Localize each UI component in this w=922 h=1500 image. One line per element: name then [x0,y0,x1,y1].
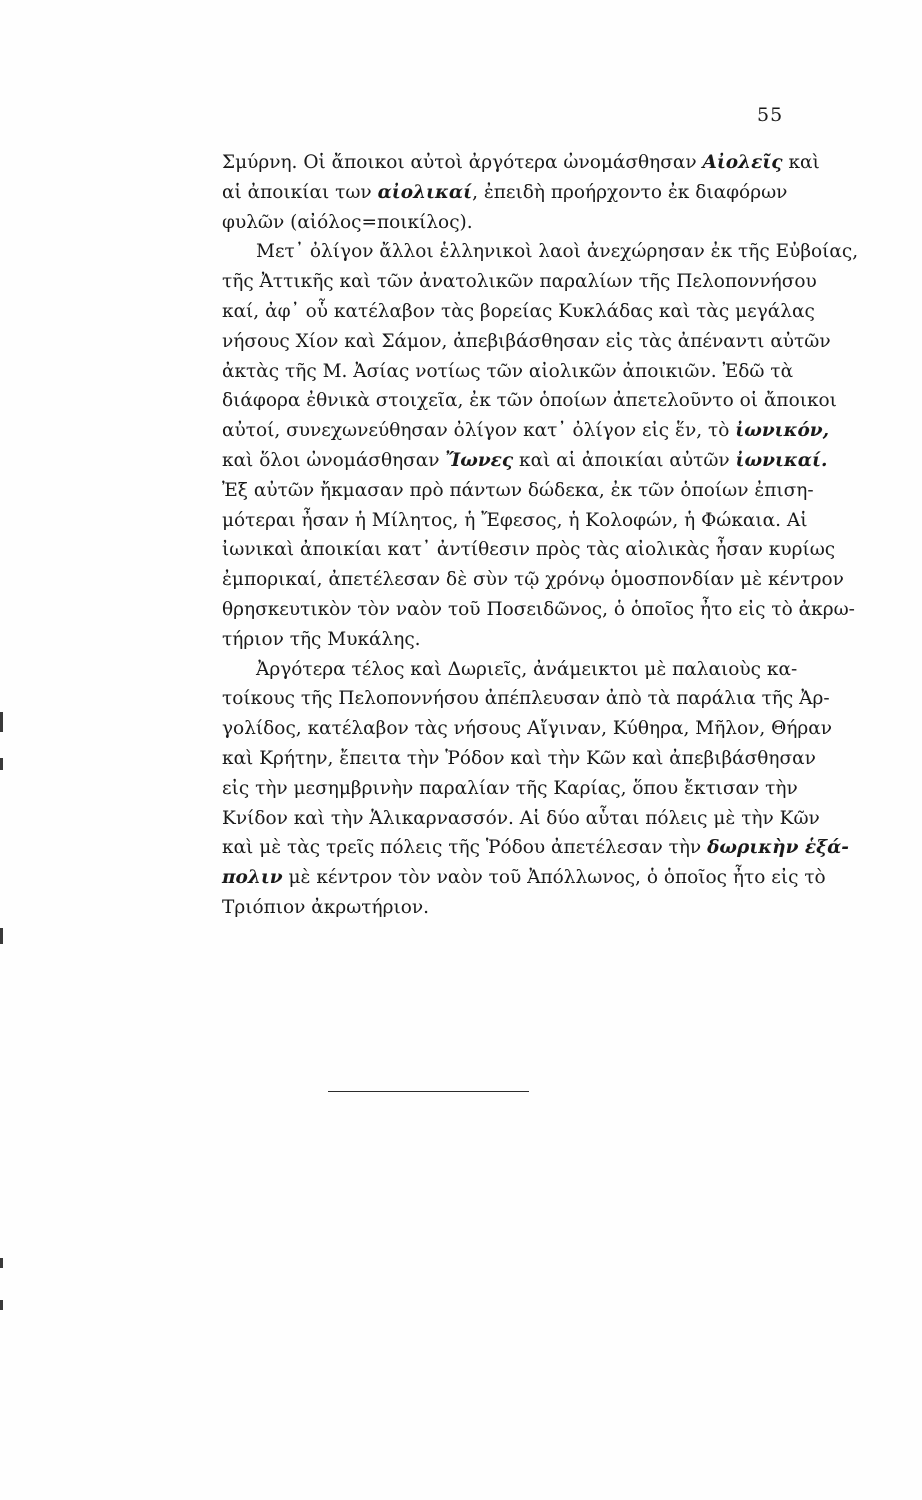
text-segment: καὶ αἱ ἀποικίαι αὐτῶν [513,449,736,471]
text-segment: Σμύρνη. Οἱ ἄποικοι αὐτοὶ ἀργότερα ὠνομάσθησαν [222,152,703,173]
text-segment: καὶ ὅλοι ὠνομάσθησαν [222,449,446,471]
paragraph [222,655,849,923]
text-line [222,178,788,208]
text-line [222,446,828,476]
binding-edge-mark [0,758,3,770]
text-line [222,535,836,565]
binding-edge-mark [0,1300,3,1310]
text-segment: Μετ᾿ ὀλίγον ἄλλοι ἑλληνικοὶ λαοὶ ἀνεχώρησαν ἐκ τῆς Εὐβοίας, [256,241,859,263]
text-line [222,833,849,863]
text-segment: ἰωνικαὶ ἀποικίαι κατ᾿ ἀντίθεσιν πρὸς τὰς αἰολικὰς ἦσαν κυρίως [222,539,836,561]
emphasized-term: ἰωνικόν, [735,420,830,442]
page-number: 55 [757,104,784,126]
text-line [222,804,820,834]
text-segment: νήσους Χίον καὶ Σάμον, ἀπεβιβάσθησαν εἰς τὰς ἀπέναντι αὐτῶν [222,330,831,352]
emphasized-term: Ἴωνες [445,449,514,471]
binding-edge-mark [0,712,3,732]
paragraph [222,237,859,654]
text-segment: ἐμπορικαί, ἀπετέλεσαν δὲ σὺν τῷ χρόνῳ ὁμοσπονδίαν μὲ κέντρον [222,569,844,591]
text-line [222,744,816,774]
text-segment: διάφορα ἐθνικὰ στοιχεῖα, ἐκ τῶν ὁποίων ἀπετελοῦντο οἱ ἄποικοι [222,390,837,412]
text-segment: τοίκους τῆς Πελοποννήσου ἀπέπλευσαν ἀπὸ τὰ παράλια τῆς Ἀρ- [222,688,830,710]
text-segment: μότεραι ἦσαν ἡ Μίλητος, ἡ Ἔφεσος, ἡ Κολοφών, ἡ Φώκαια. Αἱ [222,509,808,531]
text-line [222,863,826,893]
text-line [222,237,859,267]
text-segment: Ἐξ αὐτῶν ἤκμασαν πρὸ πάντων δώδεκα, ἐκ τῶν ὁποίων ἐπιση- [222,479,814,501]
text-line [222,595,855,625]
text-line [222,684,830,714]
text-line [222,565,844,595]
paragraph [222,148,820,237]
emphasized-term: δωρικὴν ἑξά- [707,837,849,859]
section-divider [328,1091,529,1092]
text-segment: , ἐπειδὴ προήρχοντο ἐκ διαφόρων [472,181,788,203]
text-line [222,893,747,923]
text-line [222,208,747,238]
text-segment: φυλῶν (αἰόλος=ποικίλος). [222,211,473,233]
text-segment: αὐτοί, συνεχωνεύθησαν ὀλίγον κατ᾿ ὀλίγον εἰς ἕν, τὸ [222,420,736,442]
binding-edge-mark [0,928,3,944]
text-segment: ἀκτὰς τῆς Μ. Ἀσίας νοτίως τῶν αἰολικῶν ἀποικιῶν. Ἐδῶ τὰ [222,360,794,382]
emphasized-term: Αἰολεῖς [702,152,783,173]
text-segment: καί, ἀφ᾿ οὗ κατέλαβον τὰς βορείας Κυκλάδας καὶ τὰς μεγάλας [222,300,815,322]
text-segment: καὶ [782,152,820,173]
text-line [222,714,833,744]
text-segment: τήριον τῆς Μυκάλης. [222,628,421,650]
text-line [222,386,837,416]
text-line [222,625,747,655]
emphasized-term: αἰολικαί [377,181,473,203]
text-line [222,506,808,536]
text-segment: θρησκευτικὸν τὸν ναὸν τοῦ Ποσειδῶνος, ὁ ὁποῖος ἦτο εἰς τὸ ἀκρω- [222,598,855,620]
text-segment: Ἀργότερα τέλος καὶ Δωριεῖς, ἀνάμεικτοι μὲ παλαιοὺς κα- [256,658,798,680]
text-line [222,148,820,178]
text-line [222,774,798,804]
emphasized-term: πολιν [222,867,283,889]
text-line [222,327,831,357]
text-segment: αἱ ἀποικίαι των [222,181,378,203]
emphasized-term: ἰωνικαί. [735,449,828,471]
text-segment: καὶ μὲ τὰς τρεῖς πόλεις τῆς Ῥόδου ἀπετέλεσαν τὴν [222,837,708,859]
text-line [222,297,815,327]
text-line [222,267,817,297]
text-segment: Κνίδον καὶ τὴν Ἁλικαρνασσόν. Αἱ δύο αὗται πόλεις μὲ τὴν Κῶν [222,807,820,829]
text-segment: τῆς Ἀττικῆς καὶ τῶν ἀνατολικῶν παραλίων τῆς Πελοποννήσου [222,271,817,293]
text-line [222,416,830,446]
text-line [222,476,814,506]
binding-edge-mark [0,1258,3,1268]
text-line [222,655,798,685]
text-segment: Τριόπιον ἀκρωτήριον. [222,896,430,918]
body-text [222,148,859,923]
text-segment: καὶ Κρήτην, ἔπειτα τὴν Ῥόδον καὶ τὴν Κῶν καὶ ἀπεβιβάσθησαν [222,747,816,769]
text-segment: μὲ κέντρον τὸν ναὸν τοῦ Ἀπόλλωνος, ὁ ὁποῖος ἦτο εἰς τὸ [282,867,826,889]
text-line [222,357,794,387]
text-segment: εἰς τὴν μεσημβρινὴν παραλίαν τῆς Καρίας, ὅπου ἔκτισαν τὴν [222,777,798,799]
text-segment: γολίδος, κατέλαβον τὰς νήσους Αἴγιναν, Κύθηρα, Μῆλον, Θήραν [222,718,833,740]
